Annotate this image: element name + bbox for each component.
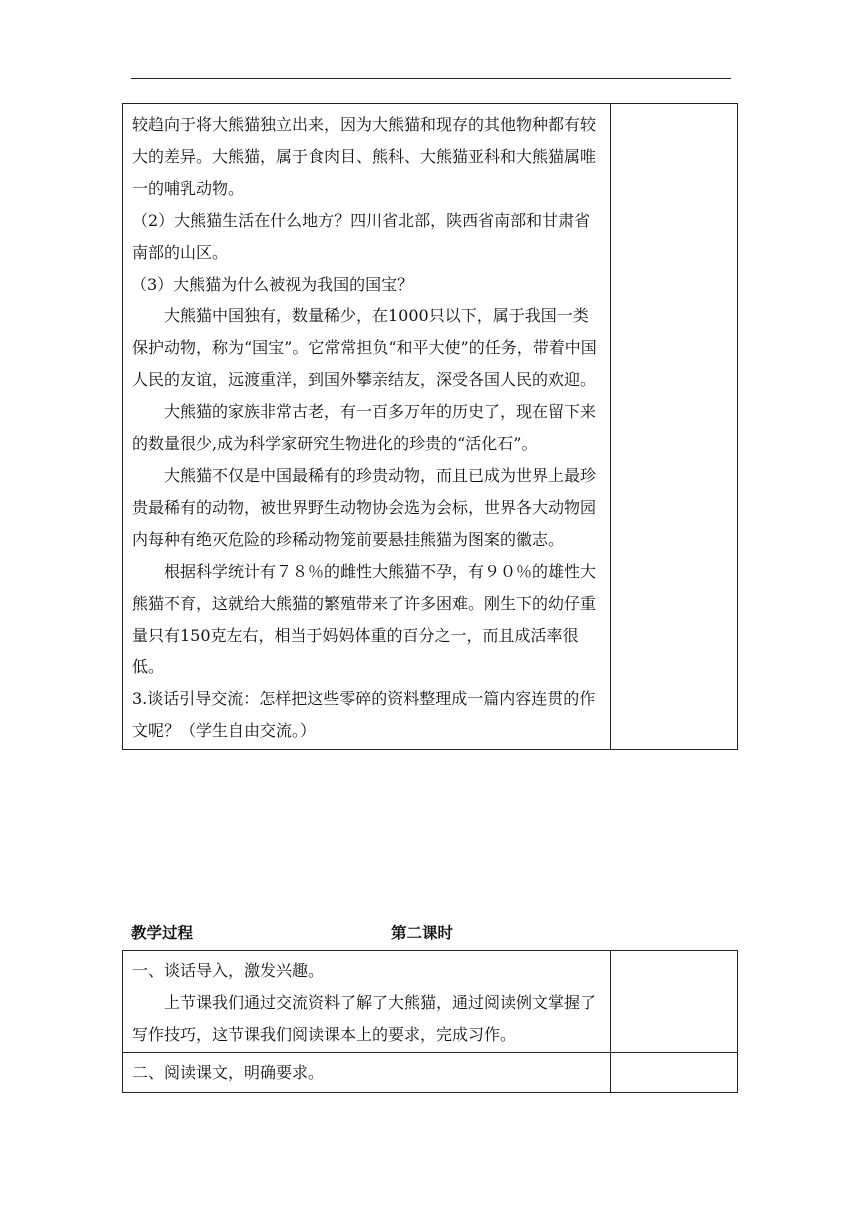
notes-cell: [611, 1052, 738, 1092]
header-rule: [131, 78, 731, 79]
paragraph-classification: 较趋向于将大熊猫独立出来，因为大熊猫和现存的其他物种都有较大的差异。大熊猫，属于食肉目、熊科、大熊猫亚科和大熊猫属唯一的哺乳动物。: [132, 115, 597, 198]
lesson-table-continued: [122, 103, 738, 750]
table-row: [123, 1052, 738, 1092]
notes-cell: [611, 951, 738, 1053]
lesson-table-second: [122, 950, 738, 1093]
paragraph-rarest-animal: 大熊猫不仅是中国最稀有的珍贵动物，而且已成为世界上最珍贵最稀有的动物，被世界野生动物协会选为会标，世界各大动物园内每种有绝灭危险的珍稀动物笼前要悬挂熊猫为图案的徽志。: [132, 465, 597, 549]
step-1-heading: 一、谈话导入，激发兴趣。: [132, 961, 325, 980]
intro-cell: [123, 951, 611, 1053]
question-2: （2）大熊猫生活在什么地方？四川省北部，陕西省南部和甘肃省南部的山区。: [132, 210, 591, 262]
section-label: 教学过程: [131, 923, 194, 942]
step-2-heading: 二、阅读课文，明确要求。: [132, 1062, 325, 1082]
paragraph-statistics: 根据科学统计有７８％的雌性大熊猫不孕，有９０％的雄性大熊猫不育，这就给大熊猫的繁殖带来了许多困难。刚生下的幼仔重量只有150克左右，相当于妈妈体重的百分之一，而且成活率很低。: [132, 561, 597, 677]
table-row: [123, 104, 738, 750]
step-1-paragraph: 上节课我们通过交流资料了解了大熊猫，通过阅读例文掌握了写作技巧，这节课我们阅读课本上的要求，完成习作。: [132, 992, 597, 1044]
notes-cell: [611, 104, 738, 750]
step-2-cell: [123, 1052, 611, 1092]
discussion-prompt: 3.谈话引导交流：怎样把这些零碎的资料整理成一篇内容连贯的作文呢？（学生自由交流。）: [132, 689, 596, 741]
paragraph-living-fossil: 大熊猫的家族非常古老，有一百多万年的历史了，现在留下来的数量很少,成为科学家研究生物进化的珍贵的“活化石”。: [132, 402, 597, 454]
lesson-title: 第二课时: [391, 923, 454, 942]
paragraph-national-treasure: 大熊猫中国独有，数量稀少，在1000只以下，属于我国一类保护动物，称为“国宝”。它常常担负“和平大使”的任务，带着中国人民的友谊，远渡重洋，到国外攀亲结友，深受各国人民的欢迎。: [132, 306, 597, 390]
lesson-content-cell: [123, 104, 611, 750]
question-3: （3）大熊猫为什么被视为我国的国宝？: [131, 274, 414, 294]
table-row: [123, 951, 738, 1053]
